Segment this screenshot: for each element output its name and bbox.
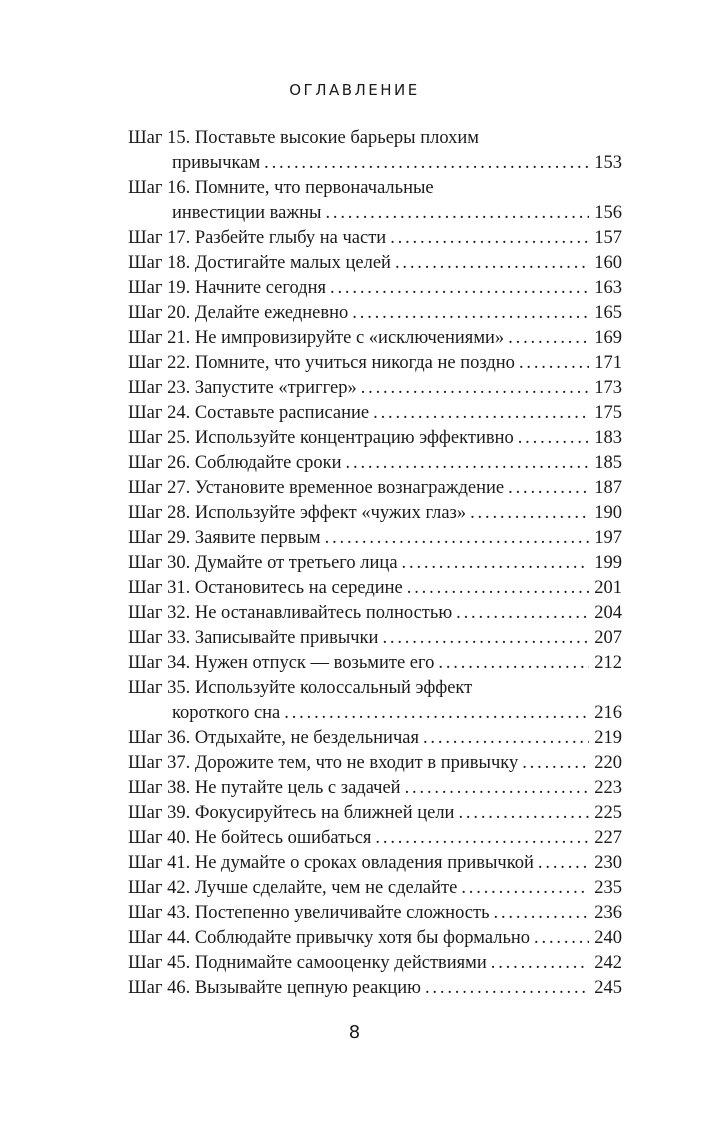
- toc-entry-title: Шаг 45. Поднимайте самооценку действиями: [128, 953, 487, 973]
- toc-entry-line: [128, 726, 622, 751]
- toc-leader-dots: [538, 851, 589, 876]
- toc-leader-dots: [346, 451, 589, 476]
- toc-leader-dots: [522, 751, 589, 776]
- toc-leader-dots: [438, 651, 589, 676]
- toc-leader-dots: [458, 801, 589, 826]
- toc-entry-line: [128, 351, 622, 376]
- toc-page-number: 173: [594, 378, 622, 398]
- toc-entry-title: Шаг 38. Не путайте цель с задачей: [128, 778, 401, 798]
- toc-leader-dots: [519, 351, 589, 376]
- toc-page-number: 171: [594, 353, 622, 373]
- toc-entry-title: Шаг 42. Лучше сделайте, чем не сделайте: [128, 878, 458, 898]
- toc-leader-dots: [423, 726, 589, 751]
- toc-page-number: 201: [594, 578, 622, 598]
- toc-entry-title: Шаг 15. Поставьте высокие барьеры плохим: [128, 128, 479, 148]
- toc-leader-dots: [325, 526, 589, 551]
- toc-entry-title: Шаг 37. Дорожите тем, что не входит в привычку: [128, 753, 519, 773]
- toc-entry-title: Шаг 43. Постепенно увеличивайте сложность: [128, 903, 490, 923]
- toc-entry-line: [128, 701, 622, 726]
- toc-leader-dots: [508, 476, 589, 501]
- toc-leader-dots: [264, 151, 589, 176]
- toc-page-number: 223: [594, 778, 622, 798]
- toc-page-number: 227: [594, 828, 622, 848]
- toc-entry-line: [128, 826, 622, 851]
- toc-page-number: 216: [594, 703, 622, 723]
- toc-entry-title: Шаг 34. Нужен отпуск — возьмите его: [128, 653, 435, 673]
- toc-entry-title: Шаг 18. Достигайте малых целей: [128, 253, 391, 273]
- toc-entry-line: [128, 951, 622, 976]
- toc-entry-title: Шаг 30. Думайте от третьего лица: [128, 553, 398, 573]
- toc-leader-dots: [325, 201, 589, 226]
- toc-leader-dots: [352, 301, 589, 326]
- toc-entry-line: [128, 901, 622, 926]
- toc-leader-dots: [361, 376, 589, 401]
- toc-entry-title: инвестиции важны: [172, 203, 322, 223]
- toc-page-number: 225: [594, 803, 622, 823]
- toc-entry-title: Шаг 44. Соблюдайте привычку хотя бы формально: [128, 928, 531, 948]
- toc-leader-dots: [425, 976, 589, 1001]
- toc-entry-line: [128, 526, 622, 551]
- toc-entry-title: Шаг 35. Используйте колоссальный эффект: [128, 678, 473, 698]
- toc-page-number: 183: [594, 428, 622, 448]
- toc-entry-line: [128, 451, 622, 476]
- toc-entry-line: [128, 926, 622, 951]
- toc-leader-dots: [470, 501, 589, 526]
- toc-leader-dots: [407, 576, 589, 601]
- toc-entry-line: [128, 326, 622, 351]
- toc-page-number: 153: [594, 153, 622, 173]
- toc-page-number: 160: [594, 253, 622, 273]
- toc-entry-line: [128, 201, 622, 226]
- toc-entry-title: Шаг 28. Используйте эффект «чужих глаз»: [128, 503, 467, 523]
- toc-entry-line: [128, 276, 622, 301]
- toc-entry-line: [128, 501, 622, 526]
- toc-leader-dots: [375, 826, 589, 851]
- toc-entry-title: Шаг 31. Остановитесь на середине: [128, 578, 403, 598]
- toc-entry-title: Шаг 19. Начните сегодня: [128, 278, 327, 298]
- toc-page-number: 212: [594, 653, 622, 673]
- toc-entry-line: [128, 376, 622, 401]
- toc-entry-line: [128, 576, 622, 601]
- toc-entry-title: Шаг 29. Заявите первым: [128, 528, 321, 548]
- toc-page-number: 242: [594, 953, 622, 973]
- toc-entry-title: Шаг 25. Используйте концентрацию эффективно: [128, 428, 514, 448]
- toc-entry-line: [128, 676, 622, 701]
- toc-leader-dots: [461, 876, 589, 901]
- toc-entry-line: [128, 876, 622, 901]
- toc-entry-title: Шаг 20. Делайте ежедневно: [128, 303, 349, 323]
- toc-entry-title: Шаг 24. Составьте расписание: [128, 403, 370, 423]
- toc-leader-dots: [284, 701, 589, 726]
- toc-entry-title: Шаг 40. Не бойтесь ошибаться: [128, 828, 372, 848]
- toc-page-number: 169: [594, 328, 622, 348]
- toc-page-number: 220: [594, 753, 622, 773]
- table-of-contents: [128, 126, 622, 1001]
- toc-entry-line: [128, 126, 622, 151]
- toc-leader-dots: [494, 901, 589, 926]
- toc-entry-title: Шаг 27. Установите временное вознаграждение: [128, 478, 505, 498]
- toc-page-number: 185: [594, 453, 622, 473]
- toc-page-number: 163: [594, 278, 622, 298]
- toc-entry-title: Шаг 32. Не останавливайтесь полностью: [128, 603, 453, 623]
- toc-page-number: 219: [594, 728, 622, 748]
- toc-entry-title: Шаг 41. Не думайте о сроках овладения привычкой: [128, 853, 534, 873]
- toc-page-number: 156: [594, 203, 622, 223]
- toc-entry-title: Шаг 33. Записывайте привычки: [128, 628, 379, 648]
- toc-page-number: 240: [594, 928, 622, 948]
- toc-entry-line: [128, 226, 622, 251]
- toc-page-number: 235: [594, 878, 622, 898]
- toc-entry-title: Шаг 23. Запустите «триггер»: [128, 378, 357, 398]
- toc-leader-dots: [534, 926, 589, 951]
- toc-entry-line: [128, 801, 622, 826]
- toc-entry-line: [128, 426, 622, 451]
- toc-leader-dots: [518, 426, 589, 451]
- toc-page-number: 190: [594, 503, 622, 523]
- toc-page-number: 157: [594, 228, 622, 248]
- toc-entry-title: Шаг 21. Не импровизируйте с «исключениями»: [128, 328, 505, 348]
- toc-page-number: 199: [594, 553, 622, 573]
- toc-entry-title: Шаг 22. Помните, что учиться никогда не поздно: [128, 353, 515, 373]
- toc-entry-line: [128, 401, 622, 426]
- toc-heading: ОГЛАВЛЕНИЕ: [289, 81, 420, 99]
- toc-leader-dots: [395, 251, 589, 276]
- toc-entry-title: Шаг 36. Отдыхайте, не бездельничая: [128, 728, 419, 748]
- toc-entry-line: [128, 626, 622, 651]
- toc-leader-dots: [456, 601, 589, 626]
- toc-leader-dots: [382, 626, 589, 651]
- toc-page-number: 197: [594, 528, 622, 548]
- toc-entry-line: [128, 301, 622, 326]
- toc-entry-title: Шаг 46. Вызывайте цепную реакцию: [128, 978, 421, 998]
- toc-entry-line: [128, 551, 622, 576]
- toc-entry-line: [128, 176, 622, 201]
- toc-leader-dots: [508, 326, 589, 351]
- toc-entry-title: короткого сна: [172, 703, 281, 723]
- toc-leader-dots: [405, 776, 589, 801]
- toc-entry-line: [128, 151, 622, 176]
- toc-page-number: 230: [594, 853, 622, 873]
- toc-page-number: 245: [594, 978, 622, 998]
- toc-page-number: 236: [594, 903, 622, 923]
- toc-entry-line: [128, 601, 622, 626]
- toc-entry-title: Шаг 39. Фокусируйтесь на ближней цели: [128, 803, 455, 823]
- toc-leader-dots: [330, 276, 589, 301]
- toc-leader-dots: [373, 401, 589, 426]
- toc-entry-line: [128, 651, 622, 676]
- toc-leader-dots: [491, 951, 589, 976]
- toc-page-number: 187: [594, 478, 622, 498]
- toc-leader-dots: [390, 226, 589, 251]
- toc-entry-line: [128, 251, 622, 276]
- toc-entry-line: [128, 476, 622, 501]
- toc-entry-title: Шаг 26. Соблюдайте сроки: [128, 453, 342, 473]
- page-number: 8: [348, 1022, 361, 1043]
- toc-page-number: 165: [594, 303, 622, 323]
- toc-entry-line: [128, 976, 622, 1001]
- toc-entry-title: привычкам: [172, 153, 261, 173]
- toc-leader-dots: [402, 551, 589, 576]
- toc-entry-title: Шаг 16. Помните, что первоначальные: [128, 178, 434, 198]
- toc-page-number: 204: [594, 603, 622, 623]
- toc-page-number: 207: [594, 628, 622, 648]
- toc-entry-line: [128, 851, 622, 876]
- toc-page-number: 175: [594, 403, 622, 423]
- toc-entry-line: [128, 776, 622, 801]
- toc-entry-line: [128, 751, 622, 776]
- toc-entry-title: Шаг 17. Разбейте глыбу на части: [128, 228, 387, 248]
